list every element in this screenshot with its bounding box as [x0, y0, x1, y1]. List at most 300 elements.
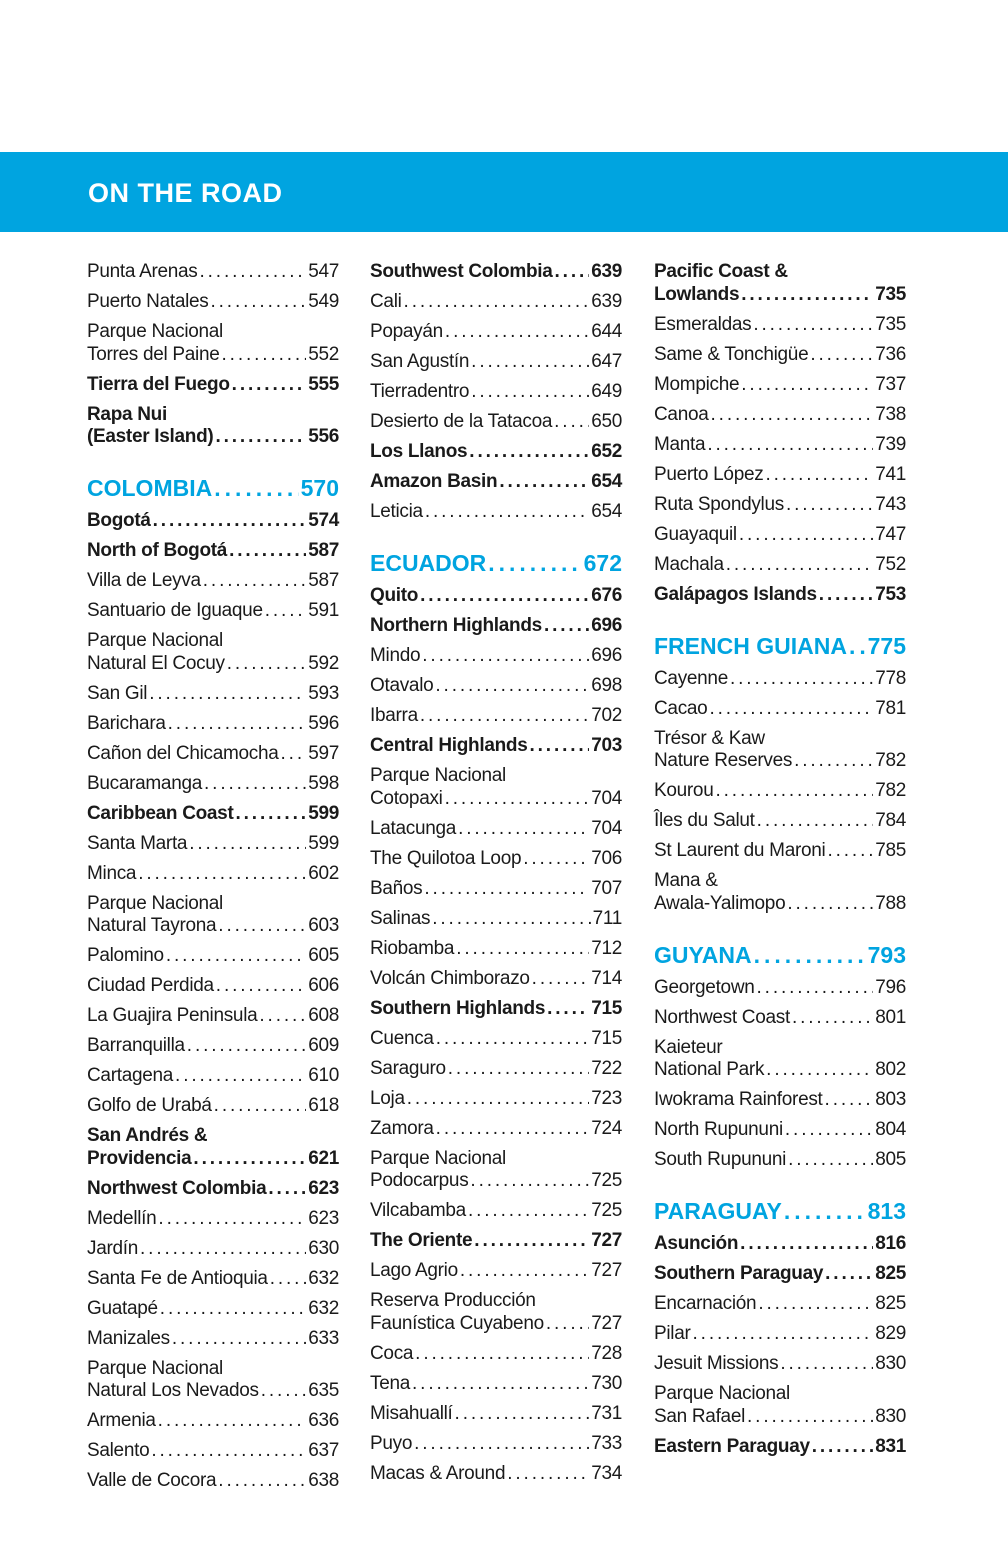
page-number: 608 [308, 1005, 339, 1026]
page-number: 736 [875, 343, 906, 365]
page-number: 727 [591, 1312, 622, 1334]
page-number: 727 [591, 1260, 622, 1281]
toc-entry [654, 258, 906, 311]
toc-entry-name: Puerto Natales [87, 291, 209, 312]
page-number: 644 [591, 321, 622, 342]
page-number: 743 [875, 493, 906, 515]
dot-leader [158, 1410, 307, 1433]
toc-entry [87, 567, 339, 597]
page-number: 752 [875, 553, 906, 575]
dot-leader [529, 735, 589, 758]
toc-entry [370, 1227, 622, 1257]
page-number: 739 [875, 433, 906, 455]
page-number: 715 [591, 997, 622, 1019]
dot-leader [544, 615, 589, 638]
page-number: 547 [308, 261, 339, 282]
page-number: 637 [308, 1440, 339, 1461]
toc-entry [370, 288, 622, 318]
dot-leader [765, 464, 873, 487]
toc-entry [87, 1437, 339, 1467]
dot-leader [792, 1007, 873, 1030]
toc-entry-name: Riobamba [370, 937, 455, 959]
toc-entry-name: ECUADOR [370, 550, 487, 576]
toc-entry [370, 498, 622, 528]
toc-entry-name-continued: (Easter Island) [87, 426, 214, 447]
toc-entry-name-continued: Natural Los Nevados [87, 1380, 259, 1401]
dot-leader [448, 1058, 589, 1081]
dot-leader [199, 261, 306, 284]
dot-leader [172, 1328, 306, 1351]
toc-entry [654, 1290, 906, 1320]
page-number: 722 [591, 1057, 622, 1079]
page-number: 599 [308, 832, 339, 854]
toc-entry-name: North Rupununi [654, 1119, 783, 1140]
dot-leader [787, 893, 873, 916]
dot-leader [140, 1238, 306, 1261]
toc-entry [370, 965, 622, 995]
toc-entry-name: Tierradentro [370, 381, 470, 402]
dot-leader [546, 1313, 589, 1336]
toc-entry [370, 1257, 622, 1287]
page-number: 606 [308, 975, 339, 996]
dot-leader [711, 404, 874, 427]
page-number: 633 [308, 1327, 339, 1349]
toc-entry-name: Trésor & Kaw [654, 727, 765, 749]
page-number: 635 [308, 1380, 339, 1401]
page-number: 549 [308, 291, 339, 312]
dot-leader [468, 1200, 589, 1223]
dot-leader [414, 1433, 589, 1456]
page-number: 556 [308, 426, 339, 447]
dot-leader [532, 968, 590, 991]
page-number: 603 [308, 915, 339, 936]
page-number: 813 [867, 1198, 906, 1224]
toc-entry-name: Palomino [87, 945, 164, 966]
toc-entry [654, 431, 906, 461]
toc-entry [370, 1400, 622, 1430]
toc-entry-name-continued: Podocarpus [370, 1170, 469, 1191]
page-number: 735 [875, 313, 906, 335]
page-number: 647 [591, 351, 622, 372]
toc-entry [654, 341, 906, 371]
toc-entry-name: Jardín [87, 1237, 139, 1259]
toc-entry [654, 1320, 906, 1350]
toc-entry [654, 974, 906, 1004]
page-number: 803 [875, 1089, 906, 1110]
toc-entry [654, 1260, 906, 1290]
toc-entry [370, 935, 622, 965]
toc-entry [87, 1122, 339, 1175]
toc-entry [370, 1055, 622, 1085]
toc-entry-name: Same & Tonchigüe [654, 343, 809, 365]
toc-entry [87, 740, 339, 770]
toc-entry [87, 258, 339, 288]
toc-entry-name: Mompiche [654, 373, 740, 395]
page-number: 602 [308, 862, 339, 884]
dot-leader [436, 1118, 590, 1141]
page-number: 723 [591, 1087, 622, 1109]
toc-entry-name-continued: Lowlands [654, 283, 740, 305]
toc-entry-name: Baños [370, 877, 423, 899]
toc-entry [87, 1092, 339, 1122]
page-number: 804 [875, 1119, 906, 1140]
dot-leader [166, 945, 306, 968]
toc-entry-name: Asunción [654, 1233, 739, 1254]
page-number: 735 [875, 283, 906, 305]
toc-entry-name: The Oriente [370, 1230, 473, 1251]
dot-leader [436, 1028, 589, 1051]
toc-entry-name: Guayaquil [654, 523, 737, 545]
toc-entry [87, 770, 339, 800]
page-number: 599 [308, 802, 339, 824]
toc-entry [370, 1460, 622, 1490]
toc-entry-name: Îles du Salut [654, 810, 755, 831]
dot-leader [827, 840, 873, 863]
dot-leader [786, 494, 873, 517]
toc-entry [370, 582, 622, 612]
dot-leader [259, 1005, 306, 1028]
toc-entry [370, 258, 622, 288]
toc-entry [654, 1086, 906, 1116]
toc-entry-name-continued: Torres del Paine [87, 343, 220, 365]
dot-leader [158, 1208, 306, 1231]
dot-leader [709, 698, 873, 721]
toc-entry [370, 1430, 622, 1460]
page-number: 654 [591, 501, 622, 522]
toc-entry [370, 318, 622, 348]
toc-entry-name: Macas & Around [370, 1462, 506, 1484]
toc-entry [370, 875, 622, 905]
toc-entry [370, 1085, 622, 1115]
dot-leader [420, 705, 589, 728]
toc-entry [87, 1355, 339, 1408]
toc-entry-name: GUYANA [654, 941, 752, 968]
toc-entry [87, 288, 339, 318]
toc-entry-name: Loja [370, 1087, 405, 1109]
dot-leader [780, 1353, 873, 1376]
page-number: 725 [591, 1200, 622, 1221]
page-number: 775 [867, 632, 906, 659]
page-number: 714 [591, 967, 622, 989]
toc-section-heading [654, 920, 906, 974]
toc-column-2 [370, 258, 622, 1490]
dot-leader [435, 675, 589, 698]
dot-leader [187, 1035, 306, 1058]
toc-entry [87, 1002, 339, 1032]
page-number: 707 [591, 877, 622, 899]
dot-leader [215, 426, 306, 449]
dot-leader [754, 940, 866, 970]
toc-entry-name: Southern Paraguay [654, 1263, 824, 1284]
toc-entry-name: Desierto de la Tatacoa [370, 411, 553, 432]
page-number: 638 [308, 1470, 339, 1491]
toc-entry-name: Valle de Cocora [87, 1470, 217, 1491]
toc-entry-name-continued: San Rafael [654, 1405, 746, 1427]
toc-entry [370, 1025, 622, 1055]
toc-entry-name: Salento [87, 1440, 150, 1461]
toc-column-3 [654, 258, 906, 1463]
page-number: 587 [308, 570, 339, 591]
toc-entry [87, 627, 339, 680]
page-number: 639 [591, 291, 622, 312]
page-number: 801 [875, 1006, 906, 1028]
toc-entry-name: Ciudad Perdida [87, 975, 214, 996]
dot-leader [456, 938, 589, 961]
toc-entry-name: Southwest Colombia [370, 261, 553, 282]
dot-leader [415, 1343, 589, 1366]
toc-entry [370, 672, 622, 702]
toc-entry-name: Parque Nacional [370, 1147, 506, 1169]
toc-entry-name: Mana & [654, 870, 718, 891]
dot-leader [455, 1403, 590, 1426]
dot-leader [810, 344, 873, 367]
toc-entry-name: Northwest Coast [654, 1006, 790, 1028]
dot-leader [445, 788, 590, 811]
page-number: 831 [875, 1435, 906, 1457]
toc-entry-name: Parque Nacional [370, 765, 506, 786]
toc-entry [87, 1175, 339, 1205]
page-number: 597 [308, 742, 339, 764]
toc-entry [654, 777, 906, 807]
page-number: 703 [591, 735, 622, 756]
dot-leader [235, 803, 306, 826]
dot-leader [424, 878, 589, 901]
dot-leader [160, 1298, 306, 1321]
dot-leader [407, 1088, 589, 1111]
dot-leader [412, 1373, 589, 1396]
toc-entry-name: South Rupununi [654, 1149, 787, 1170]
toc-entry-name: Armenia [87, 1410, 156, 1431]
page-title: ON THE ROAD [88, 178, 283, 208]
page-number: 570 [300, 475, 339, 501]
dot-leader [168, 713, 307, 736]
toc-entry [654, 551, 906, 581]
toc-entry-name: Barranquilla [87, 1035, 185, 1056]
toc-entry-name: Kaieteur [654, 1036, 723, 1058]
toc-entry-name: Otavalo [370, 675, 434, 696]
page-number: 724 [591, 1117, 622, 1139]
dot-leader [420, 585, 589, 608]
page-number: 574 [308, 510, 339, 531]
page-number: 805 [875, 1149, 906, 1170]
toc-entry [654, 1034, 906, 1087]
toc-entry [654, 695, 906, 725]
dot-leader [471, 381, 589, 404]
toc-entry [654, 1004, 906, 1034]
toc-entry-name: Amazon Basin [370, 471, 498, 492]
toc-entry-name: Santa Fe de Antioquia [87, 1267, 268, 1289]
dot-leader [757, 810, 874, 833]
page-number: 816 [875, 1233, 906, 1254]
page-number: 784 [875, 810, 906, 831]
toc-entry-name-continued: Natural Tayrona [87, 915, 217, 936]
dot-leader [204, 773, 306, 796]
dot-leader [445, 321, 589, 344]
dot-leader [812, 1436, 873, 1459]
toc-entry-name: San Andrés & [87, 1125, 208, 1146]
toc-entry-name: Medellín [87, 1207, 157, 1229]
toc-entry [654, 1380, 906, 1433]
page-number: 696 [591, 615, 622, 636]
dot-leader [499, 471, 589, 494]
toc-entry-name: COLOMBIA [87, 475, 213, 501]
toc-entry-name: Galápagos Islands [654, 583, 817, 605]
page-number: 621 [308, 1147, 339, 1169]
dot-leader [849, 631, 866, 661]
dot-leader [189, 833, 306, 856]
toc-entry [87, 942, 339, 972]
toc-entry-name: Santa Marta [87, 832, 188, 854]
dot-leader [218, 915, 306, 938]
page-number: 734 [591, 1462, 622, 1484]
toc-entry [370, 378, 622, 408]
toc-entry [370, 438, 622, 468]
dot-leader [747, 1406, 873, 1429]
page-number: 725 [591, 1170, 622, 1191]
toc-entry-name-continued: Cotopaxi [370, 787, 443, 809]
page-number: 623 [308, 1177, 339, 1199]
dot-leader [825, 1089, 874, 1112]
toc-entry [370, 642, 622, 672]
dot-leader [707, 434, 873, 457]
page-number: 737 [875, 373, 906, 395]
toc-entry [654, 1350, 906, 1380]
dot-leader [766, 1059, 873, 1082]
dot-leader [214, 1095, 307, 1118]
toc-entry-name: Tierra del Fuego [87, 373, 230, 395]
toc-entry-name: Parque Nacional [87, 1357, 223, 1379]
toc-entry-name: Quito [370, 585, 419, 606]
page-number: 676 [591, 585, 622, 606]
toc-entry-name: Santuario de Iguaque [87, 600, 263, 621]
toc-entry-name: Cuenca [370, 1027, 434, 1049]
toc-entry-name: Northwest Colombia [87, 1177, 267, 1199]
page-number: 733 [591, 1432, 622, 1454]
toc-column-1 [87, 258, 339, 1497]
page-number: 596 [308, 712, 339, 734]
page-number: 785 [875, 840, 906, 861]
toc-entry [87, 972, 339, 1002]
page-number: 704 [591, 817, 622, 839]
page-number: 587 [308, 540, 339, 561]
page-number: 781 [875, 697, 906, 719]
page-number: 793 [867, 941, 906, 968]
dot-leader [153, 510, 307, 533]
toc-entry-name: Guatapé [87, 1297, 158, 1319]
toc-entry-name: Encarnación [654, 1293, 757, 1314]
page-number: 706 [591, 847, 622, 869]
page-number: 731 [591, 1402, 622, 1424]
toc-entry [370, 1340, 622, 1370]
toc-entry-name: Volcán Chimborazo [370, 967, 530, 989]
toc-entry [370, 1145, 622, 1198]
toc-section-heading [654, 1176, 906, 1230]
toc-entry-name: PARAGUAY [654, 1198, 782, 1224]
toc-entry-name: Minca [87, 862, 137, 884]
page-number: 712 [591, 937, 622, 959]
toc-entry-name-continued: Faunística Cuyabeno [370, 1312, 544, 1334]
toc-entry [370, 1370, 622, 1400]
dot-leader [785, 1119, 873, 1142]
dot-leader [222, 344, 307, 367]
toc-entry [654, 867, 906, 920]
toc-section-heading [87, 453, 339, 507]
toc-entry [87, 371, 339, 401]
toc-entry [87, 1407, 339, 1437]
toc-entry [370, 1197, 622, 1227]
dot-leader [825, 1263, 873, 1286]
toc-entry-name: Popayán [370, 321, 443, 342]
toc-entry [654, 1230, 906, 1260]
dot-leader [693, 1323, 874, 1346]
toc-entry-name: Barichara [87, 712, 166, 734]
dot-leader [210, 291, 306, 314]
page-number: 782 [875, 750, 906, 771]
toc-entry [654, 807, 906, 837]
dot-leader [216, 975, 306, 998]
toc-entry [370, 995, 622, 1025]
dot-leader [740, 1233, 873, 1256]
dot-leader [784, 1196, 866, 1226]
toc-entry [87, 1265, 339, 1295]
toc-entry-name: Cayenne [654, 667, 728, 689]
dot-leader [730, 668, 873, 691]
toc-entry-name-continued: Natural El Cocuy [87, 652, 225, 674]
toc-entry-name: Eastern Paraguay [654, 1435, 810, 1457]
toc-entry [87, 1295, 339, 1325]
page-number: 696 [591, 645, 622, 666]
page-number: 555 [308, 373, 339, 395]
toc-entry-name: Villa de Leyva [87, 570, 201, 591]
dot-leader [138, 863, 306, 886]
dot-leader [151, 1440, 306, 1463]
toc-entry-name: Saraguro [370, 1057, 446, 1079]
page-number: 788 [875, 892, 906, 914]
dot-leader [741, 374, 873, 397]
dot-leader [261, 1380, 306, 1403]
page-number: 654 [591, 471, 622, 492]
toc-entry-name: North of Bogotá [87, 540, 228, 561]
toc-entry-name: Northern Highlands [370, 615, 542, 636]
toc-entry-name: Parque Nacional [87, 630, 223, 651]
toc-entry-name: Misahuallí [370, 1402, 453, 1424]
toc-entry-name: Esmeraldas [654, 313, 752, 335]
toc-entry-name: Zamora [370, 1117, 434, 1139]
toc-entry-name: Cartagena [87, 1065, 174, 1086]
page-number: 650 [591, 411, 622, 432]
toc-entry-name: Canoa [654, 403, 709, 425]
toc-entry [87, 860, 339, 890]
dot-leader [471, 351, 589, 374]
toc-section-heading [654, 611, 906, 665]
dot-leader [422, 645, 589, 668]
page-number: 741 [875, 463, 906, 485]
dot-leader [758, 1293, 873, 1316]
page-number: 829 [875, 1323, 906, 1344]
page-number: 632 [308, 1267, 339, 1289]
dot-leader [232, 374, 307, 397]
toc-entry-name: Lago Agrio [370, 1260, 458, 1281]
page-number: 702 [591, 705, 622, 726]
page-number: 592 [308, 652, 339, 674]
page-number: 672 [583, 550, 622, 576]
toc-entry [87, 318, 339, 371]
toc-entry-name: Puyo [370, 1432, 413, 1454]
toc-entry-name: Georgetown [654, 976, 755, 998]
toc-entry-name: Mindo [370, 645, 421, 666]
toc-entry-name: St Laurent du Maroni [654, 840, 826, 861]
dot-leader [229, 540, 306, 563]
